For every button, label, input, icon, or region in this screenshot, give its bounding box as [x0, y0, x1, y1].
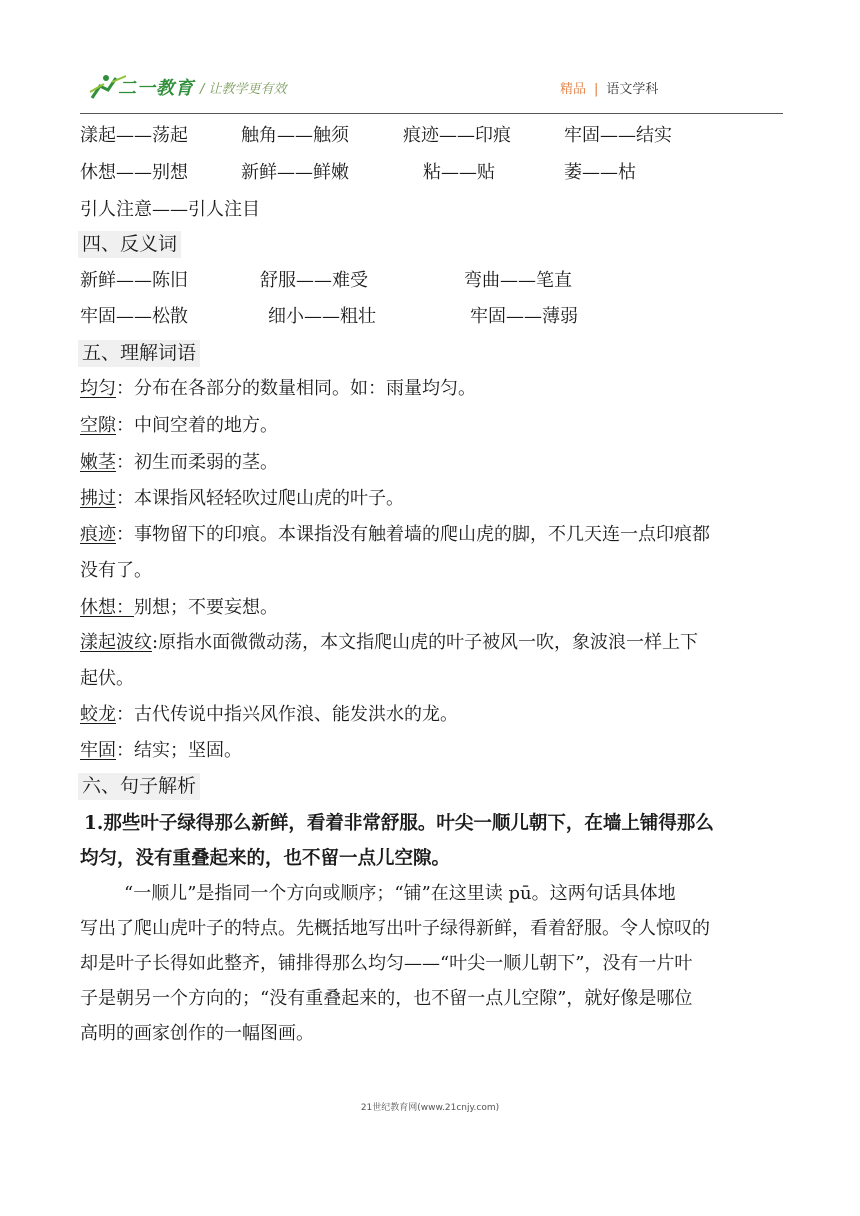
- analysis-paragraph-line: 写出了爬山虎叶子的特点。先概括地写出叶子绿得新鲜，看着舒服。令人惊叹的: [80, 918, 710, 939]
- vocab-item: [80, 414, 278, 438]
- vocab-continuation: 起伏。: [80, 668, 134, 689]
- word-pair: 新鲜——鲜嫩: [241, 162, 349, 183]
- vocab-item: [80, 703, 458, 727]
- header-divider: [80, 113, 783, 114]
- vocab-definition: ：事物留下的印痕。本课指没有触着墙的爬山虎的脚，不几天连一点印痕都: [116, 524, 710, 545]
- subject-label: 语文学科: [606, 82, 659, 97]
- vocab-item: [80, 451, 278, 475]
- vocab-term: 痕迹: [80, 524, 116, 545]
- vocab-term: 牢固: [80, 740, 116, 761]
- vocab-term: 休想：: [80, 597, 134, 618]
- page-footer: 21世纪教育网(www.21cnjy.com): [360, 1103, 500, 1113]
- vocab-term: 漾起波纹: [80, 632, 152, 653]
- vocab-item: [80, 596, 278, 620]
- word-pair: 新鲜——陈旧: [80, 270, 188, 291]
- tag-separator: |: [594, 82, 599, 97]
- section-heading-vocab: 五、理解词语: [78, 340, 200, 367]
- analysis-sentence-line: 均匀，没有重叠起来的，也不留一点儿空隙。: [80, 848, 451, 869]
- word-pair: 萎——枯: [564, 162, 636, 183]
- word-pair: 舒服——难受: [260, 270, 368, 291]
- quality-tag: 精品: [560, 82, 587, 97]
- analysis-paragraph-line: 高明的画家创作的一幅图画。: [80, 1023, 314, 1044]
- analysis-paragraph-line: 却是叶子长得如此整齐，铺排得那么均匀——“叶尖一顺儿朝下”，没有一片叶: [80, 953, 693, 974]
- analysis-paragraph-line: 子是朝另一个方向的；“没有重叠起来的，也不留一点儿空隙”，就好像是哪位: [80, 988, 693, 1009]
- section-heading-analysis: 六、句子解析: [78, 773, 200, 800]
- word-pair: 牢固——结实: [564, 125, 672, 146]
- vocab-definition: ：结实；坚固。: [116, 740, 242, 761]
- vocab-definition: ：本课指风轻轻吹过爬山虎的叶子。: [116, 488, 404, 509]
- word-pair: 休想——别想: [80, 162, 188, 183]
- vocab-term: 蛟龙: [80, 704, 116, 725]
- analysis-sentence-line: 1.那些叶子绿得那么新鲜，看着非常舒服。叶尖一顺儿朝下，在墙上铺得那么: [84, 813, 714, 834]
- word-pair: 弯曲——笔直: [464, 270, 572, 291]
- subject-tag: [560, 78, 658, 97]
- word-pair: 漾起——荡起: [80, 125, 188, 146]
- vocab-definition: ：古代传说中指兴风作浪、能发洪水的龙。: [116, 704, 458, 725]
- vocab-term: 拂过: [80, 488, 116, 509]
- vocab-item: [80, 739, 242, 763]
- page-header: [80, 70, 783, 114]
- vocab-definition: ：分布在各部分的数量相同。如：雨量均匀。: [116, 378, 476, 399]
- vocab-term: 空隙: [80, 415, 116, 436]
- analysis-paragraph-line: “一顺儿”是指同一个方向或顺序；“铺”在这里读 pū。这两句话具体地: [124, 883, 676, 904]
- vocab-continuation: 没有了。: [80, 560, 152, 581]
- word-pair: 引人注意——引人注目: [80, 199, 260, 220]
- vocab-term: 嫩茎: [80, 452, 116, 473]
- vocab-definition: ：中间空着的地方。: [116, 415, 278, 436]
- word-pair: 痕迹——印痕: [403, 125, 511, 146]
- word-pair: 细小——粗壮: [268, 306, 376, 327]
- word-pair: 触角——触须: [241, 125, 349, 146]
- word-pair: 粘——贴: [423, 162, 495, 183]
- vocab-item: [80, 631, 698, 655]
- logo-text: 二一教育: [118, 78, 194, 99]
- vocab-definition: ：初生而柔弱的茎。: [116, 452, 278, 473]
- word-pair: 牢固——薄弱: [470, 306, 578, 327]
- section-heading-antonyms: 四、反义词: [78, 231, 181, 258]
- slogan: / 让教学更有效: [200, 82, 287, 97]
- vocab-term: 均匀: [80, 378, 116, 399]
- word-pair: 牢固——松散: [80, 306, 188, 327]
- vocab-definition: :原指水面微微动荡，本文指爬山虎的叶子被风一吹，象波浪一样上下: [152, 632, 699, 653]
- vocab-item: [80, 487, 404, 511]
- vocab-definition: 别想；不要妄想。: [134, 597, 278, 618]
- vocab-item: [80, 523, 710, 547]
- vocab-item: [80, 377, 476, 401]
